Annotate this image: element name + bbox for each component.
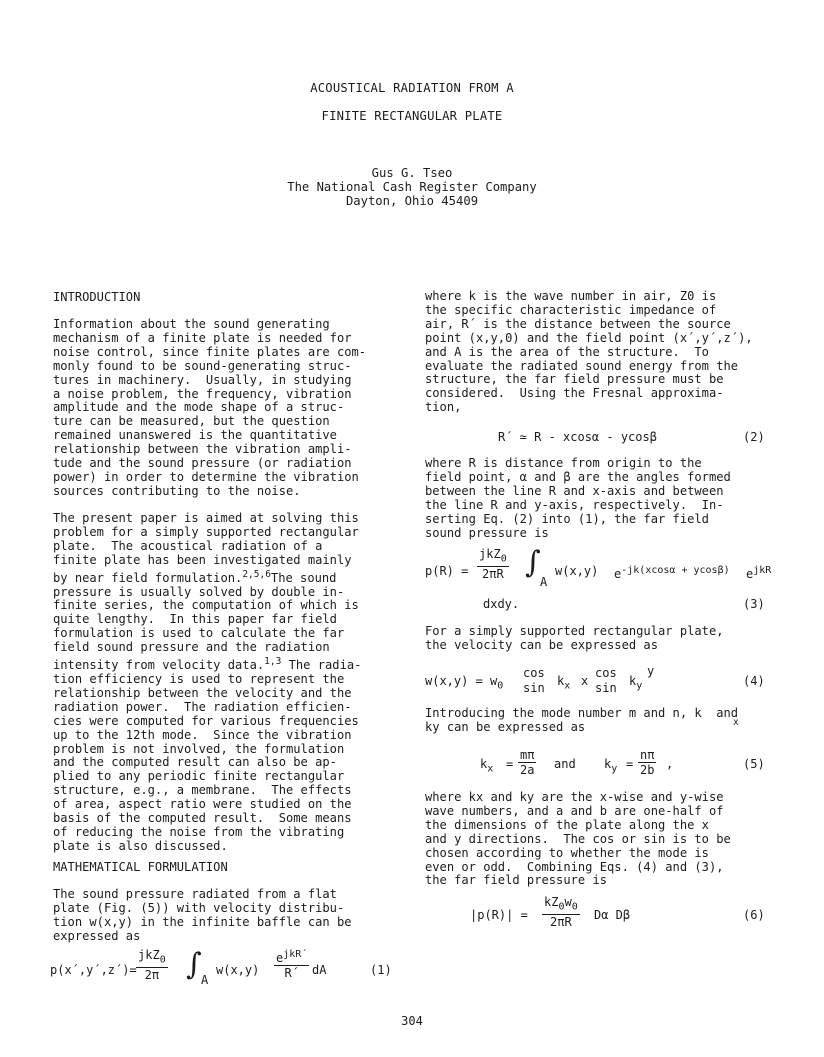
eq5-and: and (554, 757, 576, 771)
intro-para2-b: The sound pressure is usually solved by double in- finite series, the computation of which is quite lengthy. In this paper far field formulation is used to calculate the far field sound pressure and the radiation intensity from velocity data. (53, 570, 359, 673)
eq3-integral-domain: A (540, 575, 548, 589)
author-address: Dayton, Ohio 45409 (345, 194, 479, 208)
title-line-1: ACOUSTICAL RADIATION FROM A (310, 81, 514, 95)
introduction-paragraph-2 (53, 512, 413, 854)
eq6-fraction (542, 895, 580, 929)
eq6-num-text: kZ (544, 895, 559, 909)
right-paragraph-5: where kx and ky are the x-wise and y-wise wave numbers, and a and b are one-half of the dimensions of the plate along the x and y directions. The cos or sin is to be chosen according to whether the mode is even or odd. Combining Eqs. (4) and (3), the far field pressure is (425, 790, 731, 888)
eq5-ky (604, 757, 617, 776)
equation-number-1: (1) (370, 963, 392, 977)
para4-subscript: x (733, 717, 739, 728)
eq4-trig2-bottom: sin (595, 681, 617, 695)
math-paragraph-1: The sound pressure radiated from a flat plate (Fig. (5)) with velocity distribu- tion w(x,y) in the infinite baffle can be expressed as (53, 887, 352, 943)
equation-5 (480, 748, 795, 782)
eq6-lhs: |p(R)| = (470, 908, 528, 922)
eq6-numerator (542, 895, 580, 915)
eq3-exp2-base: e (746, 567, 754, 581)
eq5-equals-1: = (506, 757, 514, 771)
eq1-exp-denominator: R´ (284, 966, 299, 980)
eq3-lhs: p(R) = (425, 564, 469, 578)
eq1-integrand: w(x,y) (216, 963, 260, 977)
eq3-exp1-base: e (614, 567, 622, 581)
eq4-lhs-text: w(x,y) = w (425, 674, 498, 688)
math-formulation-heading: MATHEMATICAL FORMULATION (53, 860, 228, 874)
reference-marker: 2,5,6 (242, 568, 271, 580)
title-line-2: FINITE RECTANGULAR PLATE (321, 109, 503, 123)
eq4-k2 (629, 674, 642, 693)
eq4-trig1-bottom: sin (523, 681, 545, 695)
intro-para2-c: The radia- tion efficiency is used to represent the relationship between the velocity and the radiation power. The radiation efficien- cies were computed for various frequencies up to the 12th mode. Since the vibration problem is not involved, the formulation and the computed result can also be ap- plied to any periodic finite rectangular structure, e.g., a membrane. The effects of area, aspect ratio were studied on the basis of the computed result. Some means of reducing the noise from the vibrating plate is also discussed. (53, 658, 362, 853)
eq5-num1: mπ (520, 748, 535, 762)
eq5-kx-sub: x (487, 763, 494, 775)
right-paragraph-2: where R is distance from origin to the field point, α and β are the angles formed between the line R and x-axis and between the line R and y-axis, respectively. In- serting Eq. (2) into (1), the far field sound pressure is (425, 456, 731, 540)
eq4-lhs (425, 674, 503, 693)
introduction-heading: INTRODUCTION (53, 290, 141, 304)
eq5-fraction-1 (518, 748, 536, 777)
author-name: Gus G. Tseo (371, 166, 453, 180)
eq4-k1 (557, 674, 570, 693)
eq5-den1: 2a (520, 763, 535, 777)
eq5-ky-sub: y (611, 763, 618, 775)
eq5-den2: 2b (640, 763, 655, 777)
eq1-tail: dA (312, 963, 327, 977)
equation-number-4: (4) (743, 674, 765, 688)
eq6-num-sub2: 0 (571, 901, 578, 913)
eq1-num-text: jkZ (138, 948, 160, 962)
eq4-trig2-top: cos (595, 666, 617, 680)
eq3-exponential-1 (614, 564, 730, 581)
eq6-denominator: 2πR (550, 915, 572, 930)
right-paragraph-3: For a simply supported rectangular plate, the velocity can be expressed as (425, 624, 724, 652)
integral-sign: ∫ (525, 545, 541, 580)
eq3-exp1-sup: -jk(xcosα + ycosβ) (621, 565, 730, 576)
equation-1 (50, 948, 395, 993)
eq4-k1-text: k (557, 674, 565, 688)
eq1-fraction (136, 948, 168, 982)
eq4-y: y (647, 664, 655, 678)
eq5-ky-text: k (604, 757, 612, 771)
eq6-tail: Dα Dβ (594, 908, 631, 922)
eq3-line-2: dxdy. (483, 597, 520, 611)
right-paragraph-1: where k is the wave number in air, Z0 is the specific characteristic impedance of air, R´ is the distance between the source point (x,y,0) and the field point (x´,y´,z´), and A is the area of the structure. To evaluate the radiated sound energy from the structure, the far field pressure must be considered. Using the Fresnal approxima- tion, (425, 289, 753, 415)
eq1-numerator (136, 948, 168, 968)
eq1-exp-sup: jkR´ (283, 949, 308, 960)
eq3-exponential-2 (746, 564, 771, 581)
eq4-k1-sub: x (564, 680, 571, 692)
eq1-exp-numerator (274, 948, 309, 966)
eq4-trig1-top: cos (523, 666, 545, 680)
eq4-k2-sub: y (636, 680, 643, 692)
eq6-num-sub1: 0 (558, 901, 565, 913)
eq4-trig-2 (595, 666, 617, 696)
eq3-num-sub: 0 (500, 553, 507, 565)
eq1-exp-base: e (276, 951, 284, 965)
eq5-comma: , (666, 757, 674, 771)
eq1-num-sub: 0 (159, 954, 166, 966)
intro-para2-a: The present paper is aimed at solving this problem for a simply supported rectangular plate. The acoustical radiation of a finite plate has been investigated mainly by near field formulation. (53, 511, 359, 585)
eq3-fraction (477, 547, 509, 581)
author-affiliation: The National Cash Register Company (287, 180, 537, 194)
integral-sign: ∫ (186, 947, 202, 982)
eq3-exp2-sup: jkR (753, 565, 772, 576)
eq3-num-text: jkZ (479, 547, 501, 561)
equation-number-3: (3) (743, 597, 765, 611)
eq4-lhs-sub: 0 (497, 680, 504, 692)
eq3-denominator: 2πR (482, 567, 504, 582)
eq6-num-mid: w (564, 895, 572, 909)
eq5-num2: nπ (640, 748, 655, 762)
equation-number-2: (2) (743, 430, 765, 444)
introduction-paragraph-1: Information about the sound generating mechanism of a finite plate is needed for noise control, since finite plates are com- monly found to be sound-generating struc- tures in machinery. Usually, in studying a noise problem, the frequency, vibration amplitude and the mode shape of a struc- ture can be measured, but the question remained unanswered is the quantitative relationship between the vibration ampli- tude and the sound pressure (or radiation power) in order to determine the vibration sources contributing to the noise. (53, 317, 367, 498)
reference-marker: 1,3 (264, 656, 282, 668)
eq5-equals-2: = (626, 757, 634, 771)
equation-number-5: (5) (743, 757, 765, 771)
eq3-integrand: w(x,y) (555, 564, 599, 578)
eq1-exp-fraction (274, 948, 309, 980)
page-number: 304 (401, 1014, 423, 1028)
equation-2: R´ ≃ R - xcosα - ycosβ (498, 430, 657, 444)
eq3-numerator (477, 547, 509, 567)
eq5-kx (480, 757, 493, 776)
eq5-kx-text: k (480, 757, 488, 771)
right-paragraph-4: Introducing the mode number m and n, k and ky can be expressed as (425, 706, 739, 734)
eq1-denominator: 2π (144, 968, 160, 983)
eq4-x: x (581, 674, 589, 688)
equation-4 (425, 666, 795, 698)
eq1-integral-domain: A (201, 973, 209, 987)
equation-3 (425, 543, 795, 613)
eq4-k2-text: k (629, 674, 637, 688)
eq5-fraction-2 (638, 748, 656, 777)
eq1-lhs: p(x´,y´,z´)= (50, 963, 137, 977)
equation-6 (470, 895, 795, 935)
eq4-trig-1 (523, 666, 545, 696)
equation-number-6: (6) (743, 908, 765, 922)
